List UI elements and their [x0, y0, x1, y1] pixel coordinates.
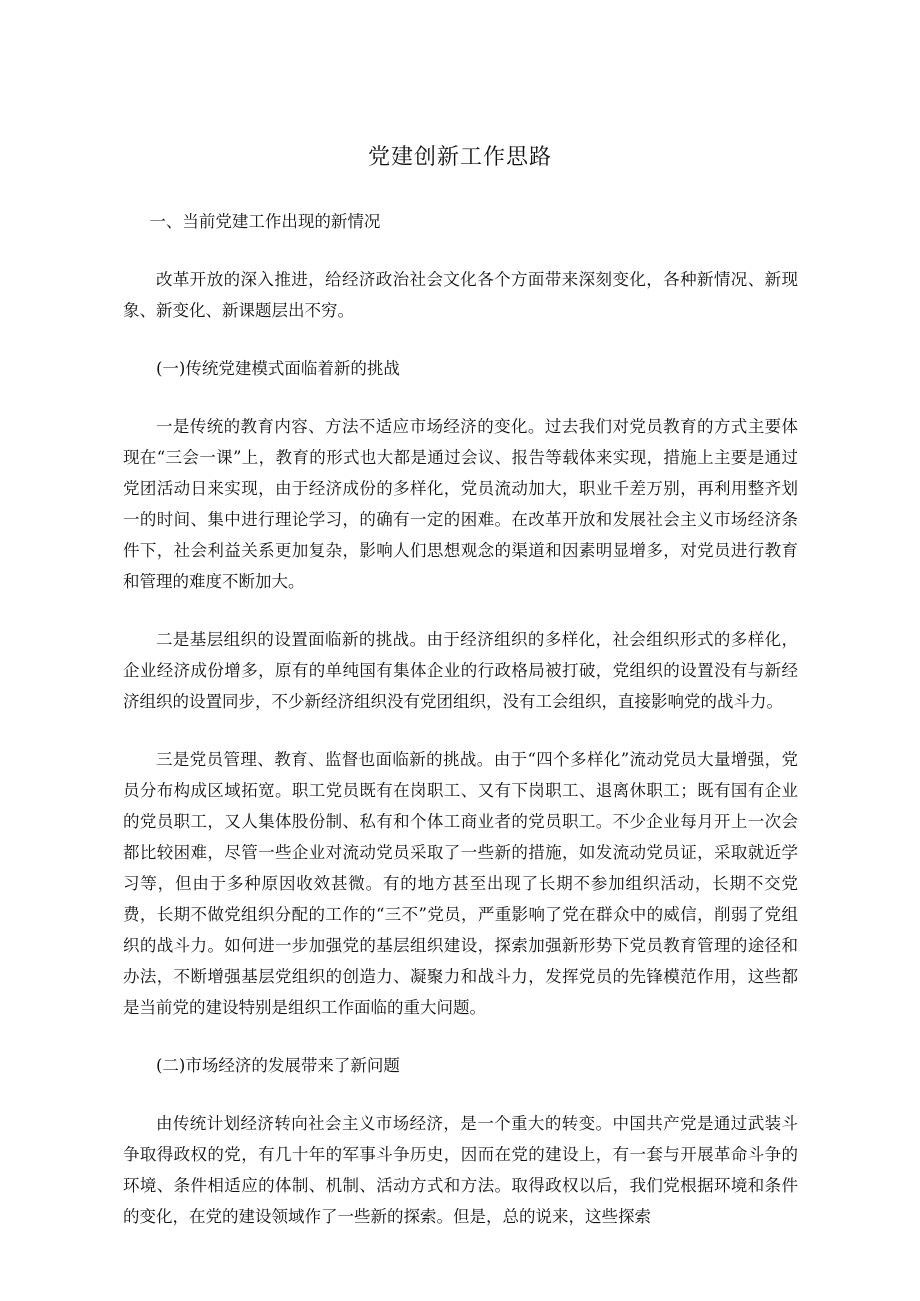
intro-paragraph: 改革开放的深入推进，给经济政治社会文化各个方面带来深刻变化，各种新情况、新现象、新变化、新课题层出不穷。: [123, 270, 798, 320]
paragraph-education-methods: 一是传统的教育内容、方法不适应市场经济的变化。过去我们对党员教育的方式主要体现在“三会一课”上，教育的形式也大都是通过会议、报告等载体来实现，措施上主要是通过党团活动日来实现，由于经济成份的多样化，党员流动加大，职业千差万别，再利用整齐划一的时间、集中进行理论学习，的确有一定的困难。在改革开放和发展社会主义市场经济条件下，社会利益关系更加复杂，影响人们思想观念的渠道和因素明显增多，对党员进行教育和管理的难度不断加大。: [123, 417, 798, 591]
paragraph-grassroots-organization: 二是基层组织的设置面临新的挑战。由于经济组织的多样化，社会组织形式的多样化，企业经济成份增多，原有的单纯国有集体企业的行政格局被打破，党组织的设置没有与新经济组织的设置同步，不少新经济组织没有党团组织，没有工会组织，直接影响党的战斗力。: [123, 630, 798, 711]
document-title: 党建创新工作思路: [367, 145, 552, 170]
paragraph-economic-transition: 由传统计划经济转向社会主义市场经济，是一个重大的转变。中国共产党是通过武装斗争取得政权的党，有几十年的军事斗争历史，因而在党的建设上，有一套与开展革命斗争的环境、条件相适应的体制、机制、活动方式和方法。取得政权以后，我们党根据环境和条件的变化，在党的建设领域作了一些新的探索。但是，总的说来，这些探索: [123, 1114, 798, 1226]
paragraph-member-management: 三是党员管理、教育、监督也面临新的挑战。由于“四个多样化”流动党员大量增强，党员分布构成区域拓宽。职工党员既有在岗职工、又有下岗职工、退离休职工；既有国有企业的党员职工，又人集体股份制、私有和个体工商业者的党员职工。不少企业每月开上一次会都比较困难，尽管一些企业对流动党员采取了一些新的措施，如发流动党员证，采取就近学习等，但由于多种原因收效甚微。有的地方甚至出现了长期不参加组织活动，长期不交党费，长期不做党组织分配的工作的“三不”党员，严重影响了党在群众中的威信，削弱了党组织的战斗力。如何进一步加强党的基层组织建设，探索加强新形势下党员教育管理的途径和办法，不断增强基层党组织的创造力、凝聚力和战斗力，发挥党员的先锋模范作用，这些都是当前党的建设特别是组织工作面临的重大问题。: [123, 750, 798, 1017]
section-heading: 一、当前党建工作出现的新情况: [149, 212, 381, 231]
document-body: [123, 206, 798, 1259]
subheading-market-economy: (二)市场经济的发展带来了新问题: [156, 1056, 400, 1075]
subheading-traditional-mode: (一)传统党建模式面临着新的挑战: [156, 359, 400, 378]
